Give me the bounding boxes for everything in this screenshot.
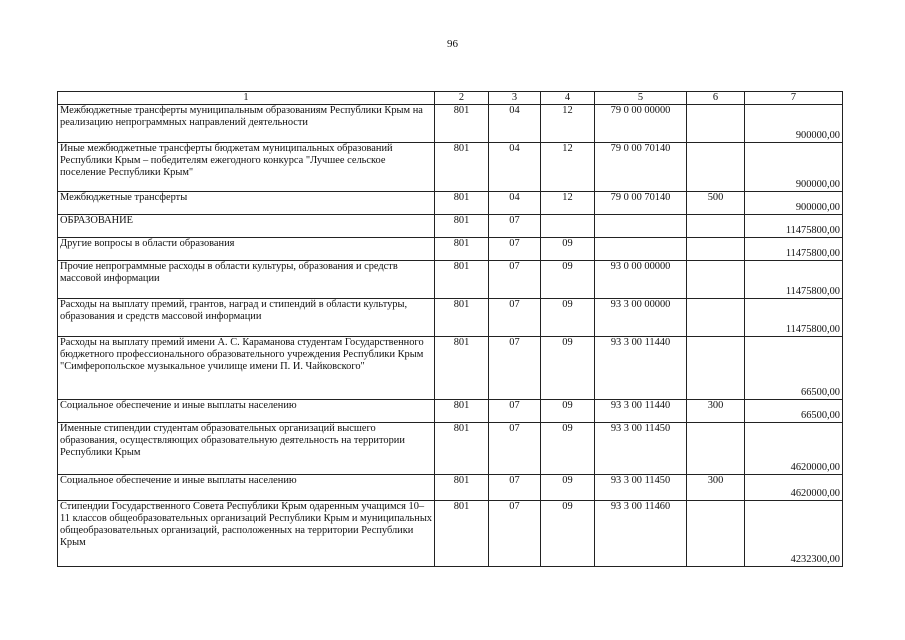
cell-section: 07 (489, 501, 541, 567)
cell-section: 07 (489, 299, 541, 337)
cell-target-article: 93 3 00 00000 (595, 299, 687, 337)
table-row (58, 337, 843, 400)
cell-ministry-code: 801 (435, 337, 489, 400)
cell-section: 07 (489, 475, 541, 501)
column-header: 5 (595, 92, 687, 105)
cell-target-article: 93 3 00 11460 (595, 501, 687, 567)
table-row (58, 192, 843, 215)
cell-expense-type (687, 105, 745, 143)
column-header: 6 (687, 92, 745, 105)
cell-ministry-code: 801 (435, 192, 489, 215)
cell-amount: 4232300,00 (745, 501, 843, 567)
row-name: Стипендии Государственного Совета Республики Крым одаренным учащимся 10–11 классов общеобразовательных организаций Республики Крым и муниципальных общеобразовательных организаций, расположенных на территории Республики Крым (58, 501, 435, 567)
table-row (58, 105, 843, 143)
cell-expense-type (687, 215, 745, 238)
cell-target-article: 79 0 00 00000 (595, 105, 687, 143)
cell-target-article (595, 215, 687, 238)
cell-section: 04 (489, 105, 541, 143)
cell-expense-type (687, 238, 745, 261)
budget-table (57, 91, 843, 567)
cell-section: 04 (489, 143, 541, 192)
cell-subsection: 09 (541, 238, 595, 261)
cell-amount: 11475800,00 (745, 299, 843, 337)
cell-target-article: 93 0 00 00000 (595, 261, 687, 299)
cell-section: 07 (489, 261, 541, 299)
cell-ministry-code: 801 (435, 299, 489, 337)
cell-target-article: 93 3 00 11440 (595, 400, 687, 423)
cell-section: 07 (489, 215, 541, 238)
cell-ministry-code: 801 (435, 423, 489, 475)
row-name: Социальное обеспечение и иные выплаты населению (58, 400, 435, 423)
table-row (58, 238, 843, 261)
cell-amount: 4620000,00 (745, 423, 843, 475)
cell-expense-type: 300 (687, 400, 745, 423)
page-number: 96 (447, 38, 458, 50)
table-row (58, 299, 843, 337)
cell-expense-type (687, 501, 745, 567)
cell-amount: 66500,00 (745, 337, 843, 400)
cell-amount: 11475800,00 (745, 238, 843, 261)
cell-amount: 4620000,00 (745, 475, 843, 501)
row-name: Социальное обеспечение и иные выплаты населению (58, 475, 435, 501)
table-row (58, 215, 843, 238)
cell-section: 07 (489, 400, 541, 423)
cell-ministry-code: 801 (435, 143, 489, 192)
cell-subsection: 12 (541, 143, 595, 192)
cell-expense-type (687, 143, 745, 192)
cell-expense-type (687, 337, 745, 400)
cell-section: 07 (489, 423, 541, 475)
cell-amount: 900000,00 (745, 105, 843, 143)
table-row (58, 423, 843, 475)
cell-section: 07 (489, 238, 541, 261)
cell-ministry-code: 801 (435, 215, 489, 238)
row-name: Расходы на выплату премий, грантов, наград и стипендий в области культуры, образования и средств массовой информации (58, 299, 435, 337)
column-header: 1 (58, 92, 435, 105)
table-row (58, 501, 843, 567)
cell-subsection: 12 (541, 105, 595, 143)
cell-subsection: 09 (541, 337, 595, 400)
column-header: 3 (489, 92, 541, 105)
table-row (58, 261, 843, 299)
cell-amount: 11475800,00 (745, 215, 843, 238)
cell-expense-type (687, 299, 745, 337)
cell-expense-type: 500 (687, 192, 745, 215)
cell-subsection: 09 (541, 261, 595, 299)
cell-subsection: 09 (541, 299, 595, 337)
row-name: ОБРАЗОВАНИЕ (58, 215, 435, 238)
cell-target-article: 93 3 00 11450 (595, 423, 687, 475)
cell-target-article: 93 3 00 11440 (595, 337, 687, 400)
column-header: 7 (745, 92, 843, 105)
cell-target-article: 79 0 00 70140 (595, 143, 687, 192)
cell-ministry-code: 801 (435, 238, 489, 261)
cell-ministry-code: 801 (435, 400, 489, 423)
cell-amount: 900000,00 (745, 143, 843, 192)
table-header-row (58, 92, 843, 105)
cell-amount: 66500,00 (745, 400, 843, 423)
column-header: 2 (435, 92, 489, 105)
cell-amount: 11475800,00 (745, 261, 843, 299)
table-row (58, 475, 843, 501)
row-name: Расходы на выплату премий имени А. С. Караманова студентам Государственного бюджетного профессионального образовательного учреждения Республики Крым "Симферопольское музыкальное училище имени П. И. Чайковского" (58, 337, 435, 400)
row-name: Иные межбюджетные трансферты бюджетам муниципальных образований Республики Крым – победителям ежегодного конкурса "Лучшее сельское поселение Республики Крым" (58, 143, 435, 192)
cell-target-article: 93 3 00 11450 (595, 475, 687, 501)
table-row (58, 143, 843, 192)
row-name: Межбюджетные трансферты муниципальным образованиям Республики Крым на реализацию непрограммных направлений деятельности (58, 105, 435, 143)
cell-subsection (541, 215, 595, 238)
cell-subsection: 09 (541, 423, 595, 475)
cell-target-article (595, 238, 687, 261)
cell-expense-type: 300 (687, 475, 745, 501)
cell-amount: 900000,00 (745, 192, 843, 215)
cell-expense-type (687, 423, 745, 475)
row-name: Межбюджетные трансферты (58, 192, 435, 215)
cell-ministry-code: 801 (435, 501, 489, 567)
cell-section: 04 (489, 192, 541, 215)
cell-expense-type (687, 261, 745, 299)
cell-ministry-code: 801 (435, 105, 489, 143)
row-name: Именные стипендии студентам образовательных организаций высшего образования, осуществляющих образовательную деятельность на территории Республики Крым (58, 423, 435, 475)
cell-target-article: 79 0 00 70140 (595, 192, 687, 215)
cell-subsection: 09 (541, 475, 595, 501)
cell-section: 07 (489, 337, 541, 400)
row-name: Прочие непрограммные расходы в области культуры, образования и средств массовой информации (58, 261, 435, 299)
cell-ministry-code: 801 (435, 261, 489, 299)
cell-subsection: 09 (541, 400, 595, 423)
table-row (58, 400, 843, 423)
column-header: 4 (541, 92, 595, 105)
cell-ministry-code: 801 (435, 475, 489, 501)
cell-subsection: 12 (541, 192, 595, 215)
row-name: Другие вопросы в области образования (58, 238, 435, 261)
cell-subsection: 09 (541, 501, 595, 567)
